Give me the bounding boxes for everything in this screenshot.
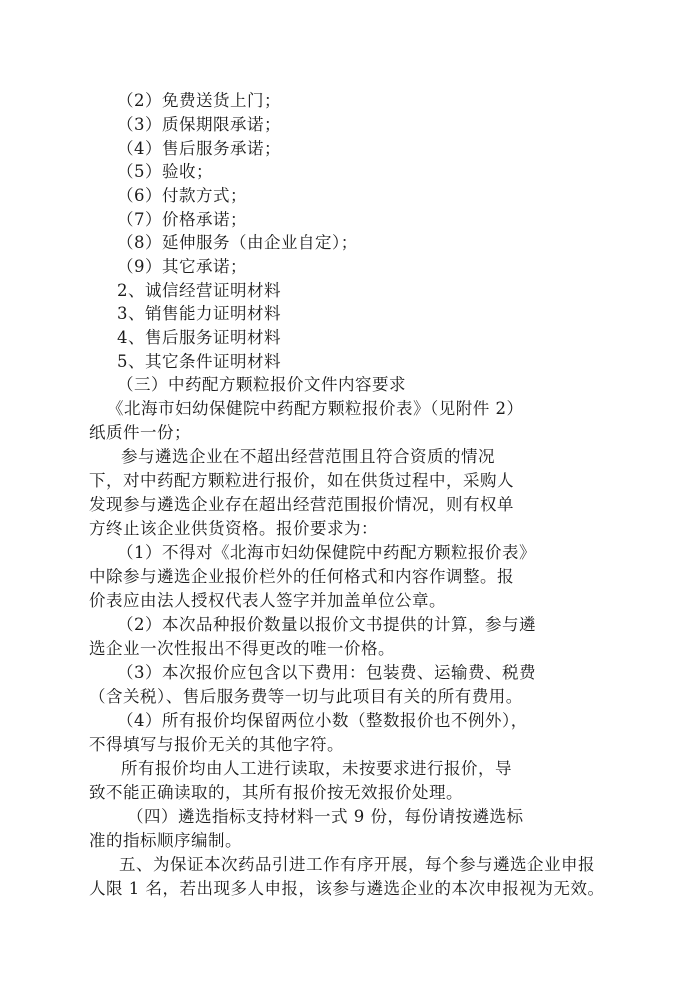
text-line: （8）延伸服务（由企业自定）；: [117, 233, 358, 252]
section-heading: （三）中药配方颗粒报价文件内容要求: [117, 375, 406, 394]
text-line: （4）所有报价均保留两位小数（整数报价也不例外），: [117, 711, 528, 730]
text-line: 价表应由法人授权代表人签字并加盖单位公章。: [89, 591, 446, 610]
text-line: 4、售后服务证明材料: [117, 328, 281, 347]
text-line: （1）不得对《北海市妇幼保健院中药配方颗粒报价表》: [117, 543, 536, 562]
section-heading: 五、为保证本次药品引进工作有序开展，每个参与遴选企业申报: [119, 855, 595, 874]
text-line: （7）价格承诺；: [117, 210, 247, 229]
text-line: 方终止该企业供货资格。报价要求为：: [89, 519, 378, 538]
text-line: 不得填写与报价无关的其他字符。: [89, 735, 344, 754]
text-line: （2）免费送货上门；: [117, 91, 281, 110]
text-line: 选企业一次性报出不得更改的唯一价格。: [89, 639, 395, 658]
section-heading: （四）遴选指标支持材料一式 9 份，每份请按遴选标: [127, 807, 524, 826]
text-line: 下，对中药配方颗粒进行报价，如在供货过程中，采购人: [89, 471, 514, 490]
text-line: 发现参与遴选企业存在超出经营范围报价情况，则有权单: [89, 495, 514, 514]
text-line: 中除参与遴选企业报价栏外的任何格式和内容作调整。报: [89, 567, 514, 586]
text-line: 2、诚信经营证明材料: [117, 281, 281, 300]
text-line: （5）验收；: [117, 162, 213, 181]
text-line: 5、其它条件证明材料: [117, 352, 281, 371]
text-line: （3）质保期限承诺；: [117, 115, 281, 134]
text-line: 致不能正确读取的，其所有报价按无效报价处理。: [89, 783, 463, 802]
text-line: 纸质件一份；: [89, 423, 191, 442]
text-line: （2）本次品种报价数量以报价文书提供的计算，参与遴: [117, 615, 536, 634]
text-line: 人限 1 名，若出现多人申报，该参与遴选企业的本次申报视为无效。: [89, 879, 605, 898]
text-line: 参与遴选企业在不超出经营范围且符合资质的情况: [121, 447, 495, 466]
text-line: （含关税）、售后服务费等一切与此项目有关的所有费用。: [89, 687, 523, 706]
text-line: 所有报价均由人工进行读取，未按要求进行报价，导: [121, 759, 512, 778]
text-line: （4）售后服务承诺；: [117, 139, 281, 158]
text-line: 3、销售能力证明材料: [117, 304, 281, 323]
text-line: 准的指标顺序编制。: [89, 831, 242, 850]
text-line: （6）付款方式；: [117, 186, 247, 205]
text-line: 《北海市妇幼保健院中药配方颗粒报价表》（见附件 2）: [107, 399, 524, 418]
text-line: （9）其它承诺；: [117, 257, 247, 276]
text-line: （3）本次报价应包含以下费用：包装费、运输费、税费: [117, 663, 536, 682]
